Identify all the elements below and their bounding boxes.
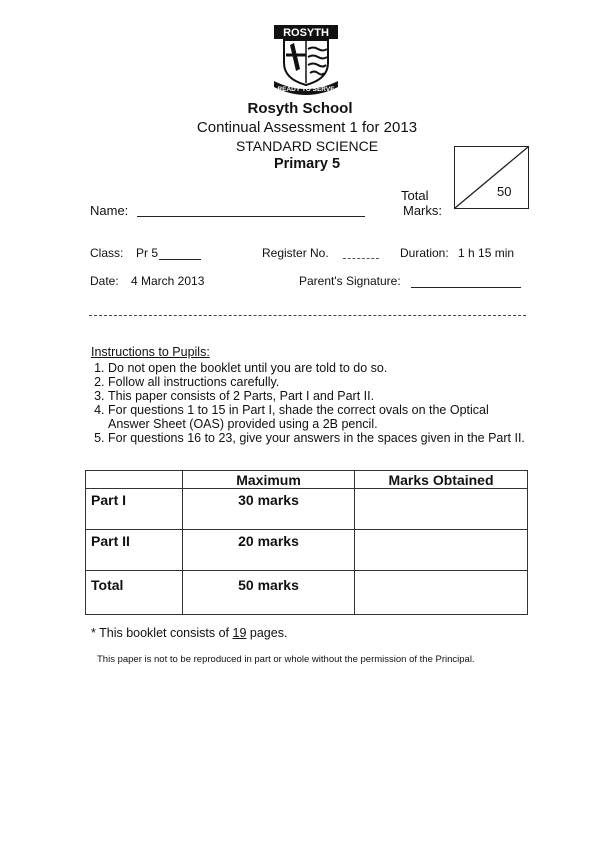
crest-banner-bottom: READY TO SERVE xyxy=(277,86,335,93)
page-count-prefix: * This booklet consists of xyxy=(91,626,233,640)
part-cell: Part II xyxy=(86,530,183,571)
signature-field[interactable] xyxy=(411,287,521,288)
level-title: Primary 5 xyxy=(273,156,341,172)
obtained-cell[interactable] xyxy=(355,530,528,571)
marks-label: Marks: xyxy=(403,203,442,218)
diagonal-slash-icon xyxy=(455,147,528,208)
name-field[interactable] xyxy=(137,216,365,217)
header-cell-maximum: Maximum xyxy=(183,471,355,489)
marks-table xyxy=(85,470,528,615)
instruction-item: 5. For questions 16 to 23, give your answers in the spaces given in the Part II. xyxy=(108,431,531,445)
maximum-cell: 50 marks xyxy=(183,571,355,615)
register-label: Register No. xyxy=(262,246,329,260)
instruction-item: 1. Do not open the booklet until you are told to do so. xyxy=(108,361,531,375)
register-field[interactable] xyxy=(343,258,379,259)
crest-icon xyxy=(272,25,340,95)
signature-label: Parent's Signature: xyxy=(299,274,401,288)
date-label: Date: xyxy=(90,274,119,288)
total-label: Total xyxy=(401,188,429,203)
part-cell: Total xyxy=(86,571,183,615)
page-count-note xyxy=(91,626,287,640)
table-row xyxy=(86,571,528,615)
section-divider xyxy=(89,315,526,316)
name-label: Name: xyxy=(90,203,129,218)
table-row xyxy=(86,489,528,530)
class-field[interactable] xyxy=(159,259,201,260)
maximum-cell: 30 marks xyxy=(183,489,355,530)
assessment-title: Continual Assessment 1 for 2013 xyxy=(196,119,418,136)
obtained-cell[interactable] xyxy=(355,489,528,530)
instructions xyxy=(91,345,531,445)
class-label: Class: xyxy=(90,246,124,260)
part-cell: Part I xyxy=(86,489,183,530)
instruction-item: 4. For questions 1 to 15 in Part I, shade the correct ovals on the Optical Answer Sheet (OAS) provided using a 2B pencil. xyxy=(108,403,531,431)
instruction-item: 2. Follow all instructions carefully. xyxy=(108,375,531,389)
subject-title: STANDARD SCIENCE xyxy=(235,138,379,154)
copyright-notice: This paper is not to be reproduced in part or whole without the permission of the Principal. xyxy=(97,654,475,665)
school-name: Rosyth School xyxy=(247,100,353,117)
obtained-cell[interactable] xyxy=(355,571,528,615)
table-header-row xyxy=(86,471,528,489)
instructions-heading: Instructions to Pupils: xyxy=(91,345,210,359)
crest-banner-top: ROSYTH xyxy=(283,27,329,39)
maximum-cell: 20 marks xyxy=(183,530,355,571)
duration-label: Duration: xyxy=(400,246,449,260)
date-value: 4 March 2013 xyxy=(131,274,205,288)
page-count-suffix: pages. xyxy=(246,626,288,640)
table-row xyxy=(86,530,528,571)
duration-value: 1 h 15 min xyxy=(458,246,515,260)
instructions-list xyxy=(91,361,531,445)
school-crest xyxy=(272,25,340,95)
total-marks-value: 50 xyxy=(497,184,512,199)
header-cell-part xyxy=(86,471,183,489)
class-value: Pr 5 xyxy=(136,246,159,260)
instruction-item: 3. This paper consists of 2 Parts, Part I and Part II. xyxy=(108,389,531,403)
total-marks-box xyxy=(454,146,529,209)
page-count-value: 19 xyxy=(232,626,247,640)
header-cell-obtained: Marks Obtained xyxy=(355,471,528,489)
